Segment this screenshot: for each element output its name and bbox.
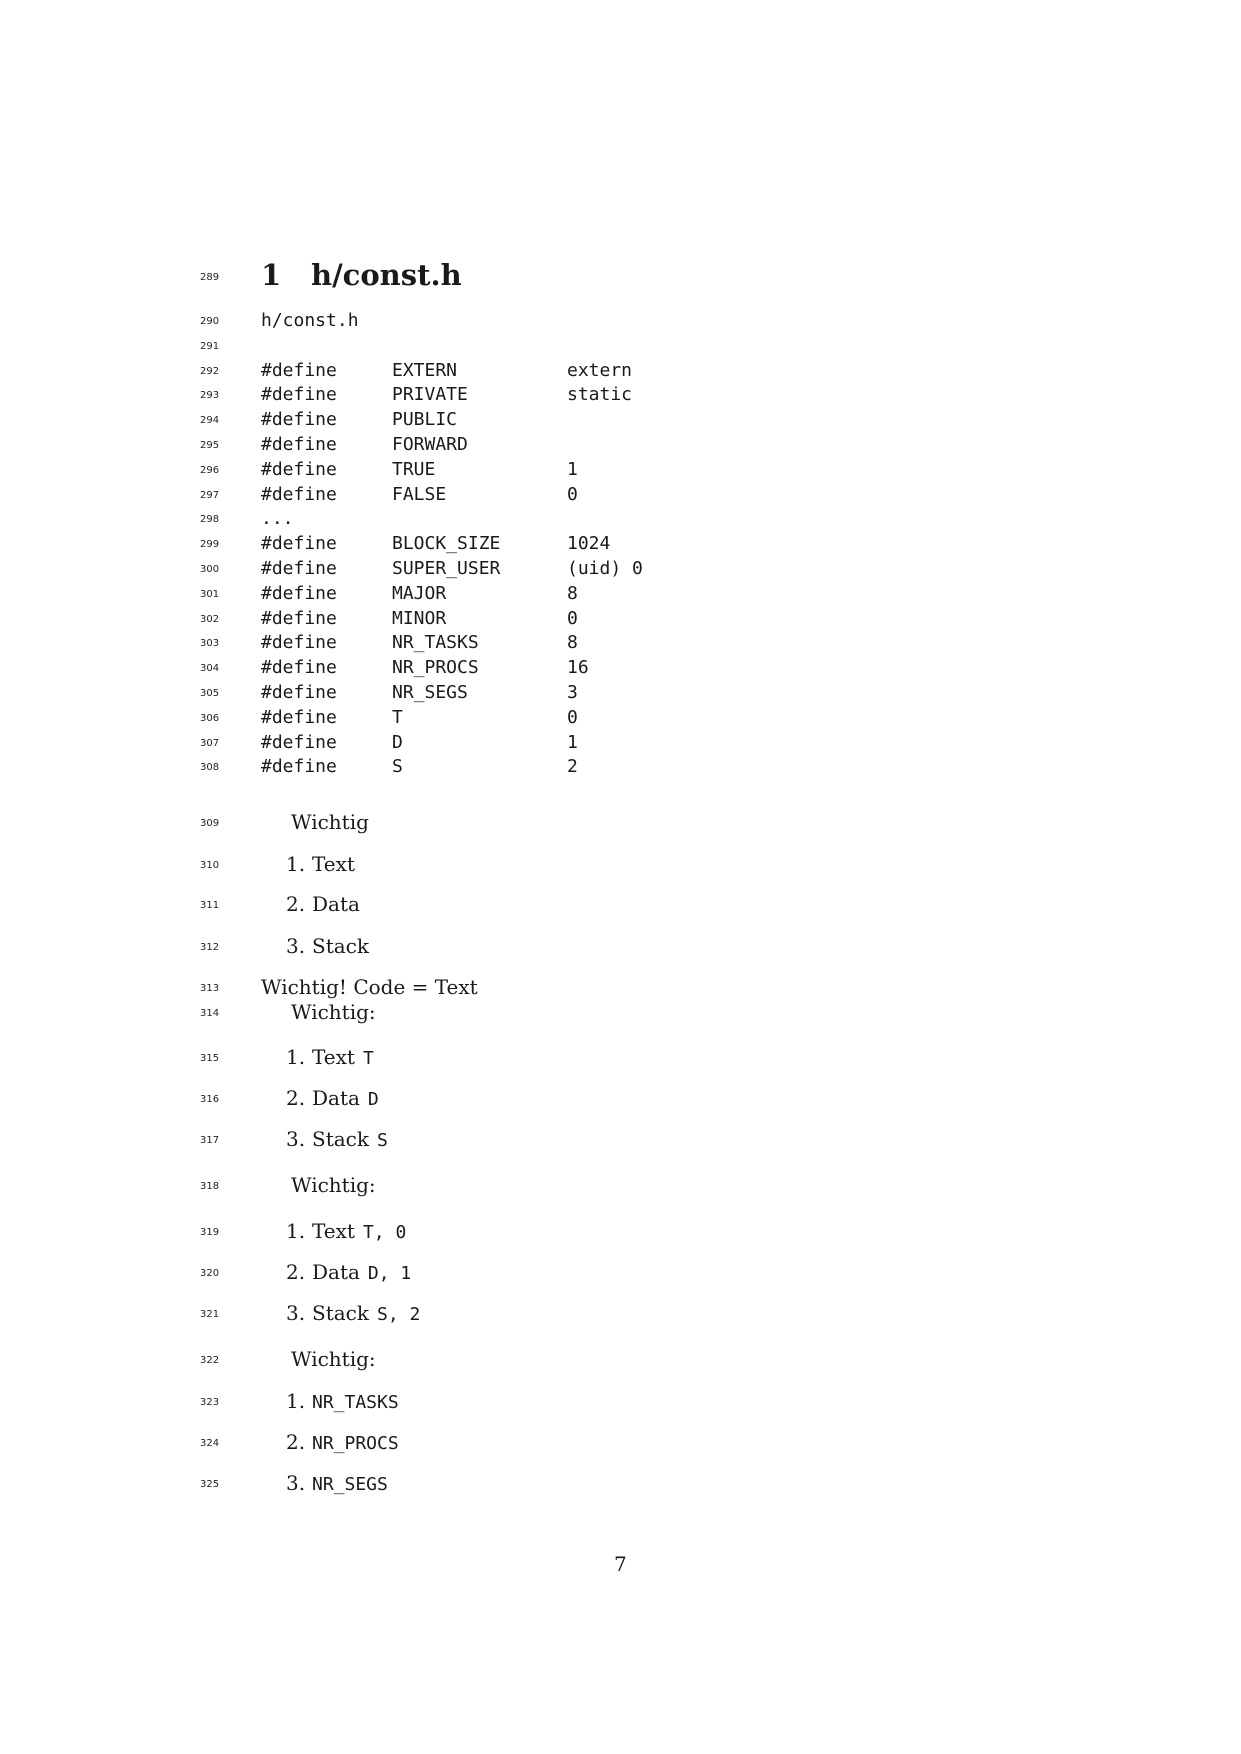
code-directive: #define [261,706,337,728]
line-number: 294 [200,415,220,427]
line-number: 313 [200,983,220,994]
line-number: 297 [200,489,220,501]
code-directive: #define [261,434,337,455]
code-value: 3 [567,682,578,703]
section-number: 1 [261,258,282,292]
code-directive: ... [261,508,294,530]
code-identifier: FALSE [392,483,447,505]
code-identifier: T [392,706,403,728]
code-directive: #define [261,582,337,604]
code-identifier: S [392,756,403,778]
line-number: 306 [200,712,220,724]
line-number: 325 [200,1479,220,1490]
line-number: 299 [200,539,220,551]
note-text: Wichtig: [291,1173,376,1197]
code-directive: #define [261,682,337,703]
code-value: 8 [567,632,578,654]
line-number: 316 [200,1094,220,1105]
code-directive: #define [261,607,337,629]
note-text: Data [312,1086,360,1110]
list-item [286,1260,411,1284]
list-item [286,892,360,916]
note-code: T [362,1048,374,1069]
note-code: NR_PROCS [312,1433,399,1454]
code-value: (uid) 0 [567,558,643,579]
list-item [286,1389,399,1413]
code-value: 1024 [567,533,611,555]
list-item [286,1430,399,1454]
line-number: 307 [200,737,220,749]
note-code: NR_SEGS [312,1474,388,1495]
code-identifier: EXTERN [392,359,458,381]
note-code: S, 2 [376,1304,421,1325]
note-code: D [367,1089,379,1110]
code-value: 0 [567,706,578,728]
note-text: Text [312,1219,355,1243]
line-number: 291 [200,340,220,352]
note-text: Text [312,852,355,876]
code-value: 2 [567,756,578,778]
list-item [286,1471,388,1495]
code-value: static [567,384,633,406]
note-text: Wichtig: [291,1000,376,1024]
list-item-number: 2. [286,1086,306,1110]
code-directive: #define [261,632,337,654]
note-text: Data [312,1260,360,1284]
note-code: S [376,1130,388,1151]
code-identifier: NR_TASKS [392,632,479,654]
code-directive: #define [261,384,337,406]
line-number: 304 [200,663,220,675]
line-number: 296 [200,464,220,476]
code-directive: #define [261,409,337,431]
line-number: 292 [200,365,220,377]
line-number: 310 [200,860,220,871]
line-number: 324 [200,1438,220,1449]
line-number: 323 [200,1397,220,1408]
list-item-number: 3. [286,1471,306,1495]
page-number: 7 [614,1552,627,1576]
section-title: h/const.h [311,258,462,292]
list-item [286,1219,406,1243]
note-text: Data [312,892,360,916]
line-number: 312 [200,942,220,953]
code-identifier: NR_SEGS [392,682,468,703]
line-number: 321 [200,1309,220,1320]
note-text: Text [312,1045,355,1069]
list-item-number: 2. [286,1430,306,1454]
paragraph-label [291,810,369,834]
list-item [286,1086,379,1110]
note-text: Stack [312,934,369,958]
code-directive: #define [261,657,337,679]
list-item [286,934,369,958]
line-number: 302 [200,613,220,625]
paragraph-text [261,975,478,999]
line-number: 301 [200,588,220,600]
note-text: Wichtig [291,810,369,834]
code-identifier: D [392,731,403,753]
code-directive: #define [261,731,337,753]
code-identifier: TRUE [392,458,436,480]
code-identifier: MINOR [392,607,447,629]
line-number: 308 [200,762,220,774]
code-value: 1 [567,458,578,480]
code-identifier: SUPER_USER [392,558,501,579]
code-directive: #define [261,359,337,381]
line-number: 309 [200,818,220,829]
note-code: NR_TASKS [312,1392,399,1413]
code-identifier: PRIVATE [392,384,468,406]
line-number: 293 [200,390,220,402]
list-item-number: 3. [286,1301,306,1325]
line-number: 315 [200,1053,220,1064]
code-directive: #define [261,483,337,505]
list-item-number: 1. [286,1219,306,1243]
code-value: 16 [567,657,589,679]
list-item-number: 1. [286,1389,306,1413]
list-item-number: 1. [286,852,306,876]
note-text: Stack [312,1127,369,1151]
list-item [286,1127,388,1151]
code-directive: #define [261,756,337,778]
line-number: 319 [200,1227,220,1238]
list-item [286,1045,374,1069]
note-text: Stack [312,1301,369,1325]
line-number: 303 [200,638,220,650]
line-number: 290 [200,316,220,327]
code-directive: #define [261,458,337,480]
code-value: 1 [567,731,578,753]
line-number: 305 [200,688,220,699]
paragraph-label [291,1173,376,1197]
code-value: extern [567,359,633,381]
list-item [286,1301,420,1325]
line-number: 295 [200,440,220,451]
list-item-number: 2. [286,892,306,916]
code-identifier: MAJOR [392,582,447,604]
line-number: 311 [200,900,220,911]
paragraph-label [291,1000,376,1024]
note-text: Wichtig: [291,1347,376,1371]
section-heading [261,258,462,292]
code-identifier: PUBLIC [392,409,458,431]
line-number: 320 [200,1268,220,1279]
line-number: 317 [200,1135,220,1146]
code-value: 0 [567,607,578,629]
code-value: 8 [567,582,578,604]
code-identifier: BLOCK_SIZE [392,533,501,555]
list-item [286,852,355,876]
paragraph-label [291,1347,376,1371]
list-item-number: 3. [286,1127,306,1151]
list-item-number: 1. [286,1045,306,1069]
code-value: 0 [567,483,578,505]
code-directive: h/const.h [261,310,359,331]
code-directive: #define [261,533,337,555]
line-number: 314 [200,1008,220,1019]
line-number: 318 [200,1181,220,1192]
note-text: Wichtig! Code = Text [261,975,478,999]
note-code: D, 1 [367,1263,412,1284]
note-code: T, 0 [362,1222,407,1243]
code-directive: #define [261,558,337,579]
line-number: 298 [200,514,220,526]
code-identifier: NR_PROCS [392,657,479,679]
line-number: 289 [200,272,220,283]
line-number: 322 [200,1355,220,1366]
list-item-number: 2. [286,1260,306,1284]
list-item-number: 3. [286,934,306,958]
code-identifier: FORWARD [392,434,468,455]
line-number: 300 [200,564,220,575]
